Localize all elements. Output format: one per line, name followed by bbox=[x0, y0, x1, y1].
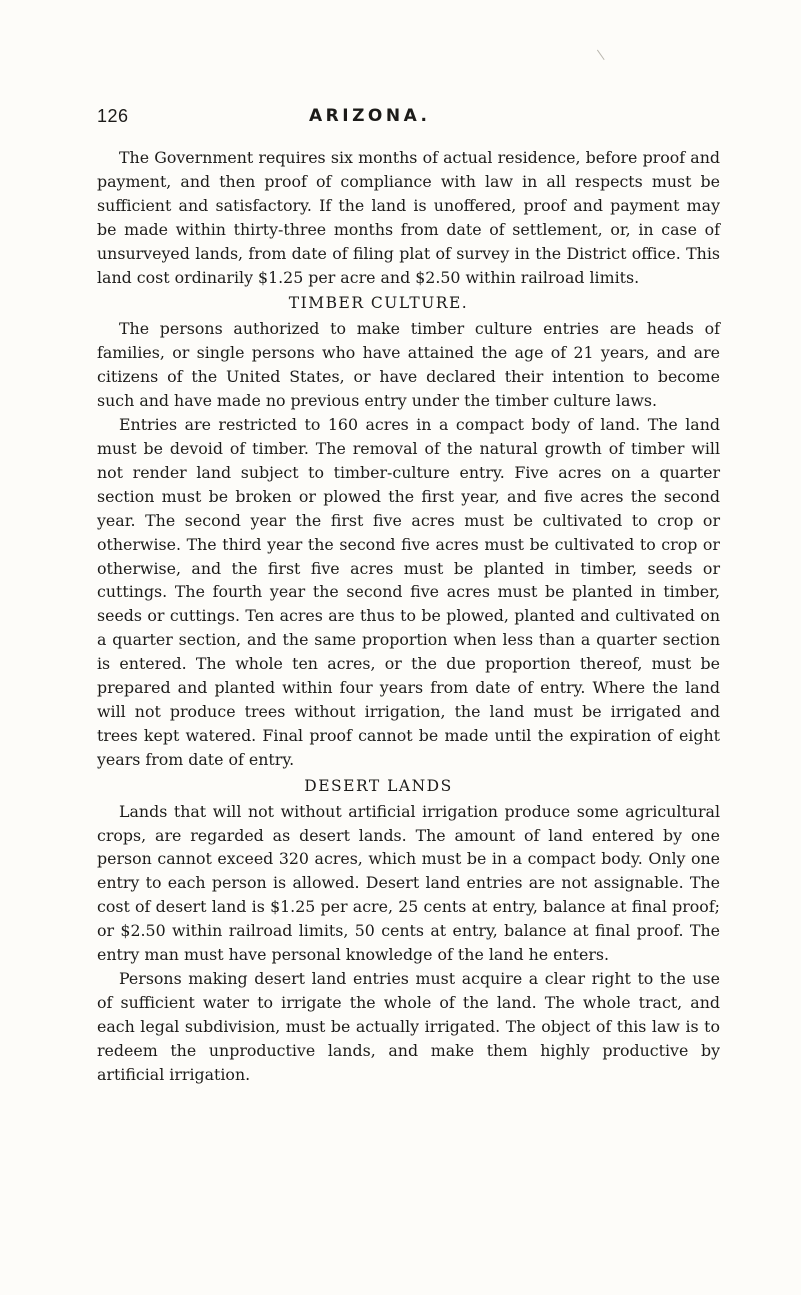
page-number: 126 bbox=[97, 106, 129, 126]
running-title: ARIZONA. bbox=[309, 106, 431, 126]
section-heading-timber-culture: TIMBER CULTURE. bbox=[288, 294, 469, 313]
page-body bbox=[97, 146, 720, 1087]
paragraph-desert-definition: Lands that will not without artificial irrigation produce some agricultural crops, are regarded as desert lands. The amount of land entered by one person cannot exceed 320 acres, which must be in a compact body. Only one entry to each person is allowed. Desert land entries are not assignable. The cost of desert land is $1.25 per acre, 25 cents at entry, balance at final proof; or $2.50 within railroad limits, 50 cents at entry, balance at final proof. The entry man must have personal knowledge of the land he enters. bbox=[97, 801, 720, 965]
paragraph-desert-water: Persons making desert land entries must acquire a clear right to the use of sufficient water to irrigate the whole of the land. The whole tract, and each legal subdivision, must be actually irrigated. The object of this law is to redeem the unproductive lands, and make them highly productive by artificial irrigation. bbox=[97, 969, 720, 1084]
paragraph-timber-eligibility: The persons authorized to make timber culture entries are heads of families, or single persons who have attained the age of 21 years, and are citizens of the United States, or have declared their intention to become such and have made no previous entry under the timber culture laws. bbox=[97, 319, 720, 411]
running-head bbox=[97, 106, 737, 134]
section-heading-desert-lands: DESERT LANDS bbox=[304, 776, 453, 795]
paragraph-timber-entries: Entries are restricted to 160 acres in a compact body of land. The land must be devoid of timber. The removal of the natural growth of timber will not render land subject to timber-culture entry. Five acres on a quarter section must be broken or plowed the first year, and five acres the second year. The second year the first five acres must be cultivated to crop or otherwise. The third year the second five acres must be cultivated to crop or otherwise, and the first five acres must be planted in timber, seeds or cuttings. The fourth year the second five acres must be planted in timber, seeds or cuttings. Ten acres are thus to be plowed, planted and cultivated on a quarter section, and the same proportion when less than a quarter section is entered. The whole ten acres, or the due proportion thereof, must be prepared and planted within four years from date of entry. Where the land will not produce trees without irrigation, the land must be irrigated and trees kept watered. Final proof cannot be made until the expiration of eight years from date of entry. bbox=[97, 415, 720, 769]
paragraph-residence: The Government requires six months of actual residence, before proof and payment, and then proof of compliance with law in all respects must be sufficient and satisfactory. If the land is unoffered, proof and payment may be made within thirty-three months from date of settlement, or, in case of unsurveyed lands, from date of filing plat of survey in the District office. This land cost ordinarily $1.25 per acre and $2.50 within railroad limits. bbox=[97, 148, 720, 287]
scan-mark bbox=[597, 48, 607, 60]
